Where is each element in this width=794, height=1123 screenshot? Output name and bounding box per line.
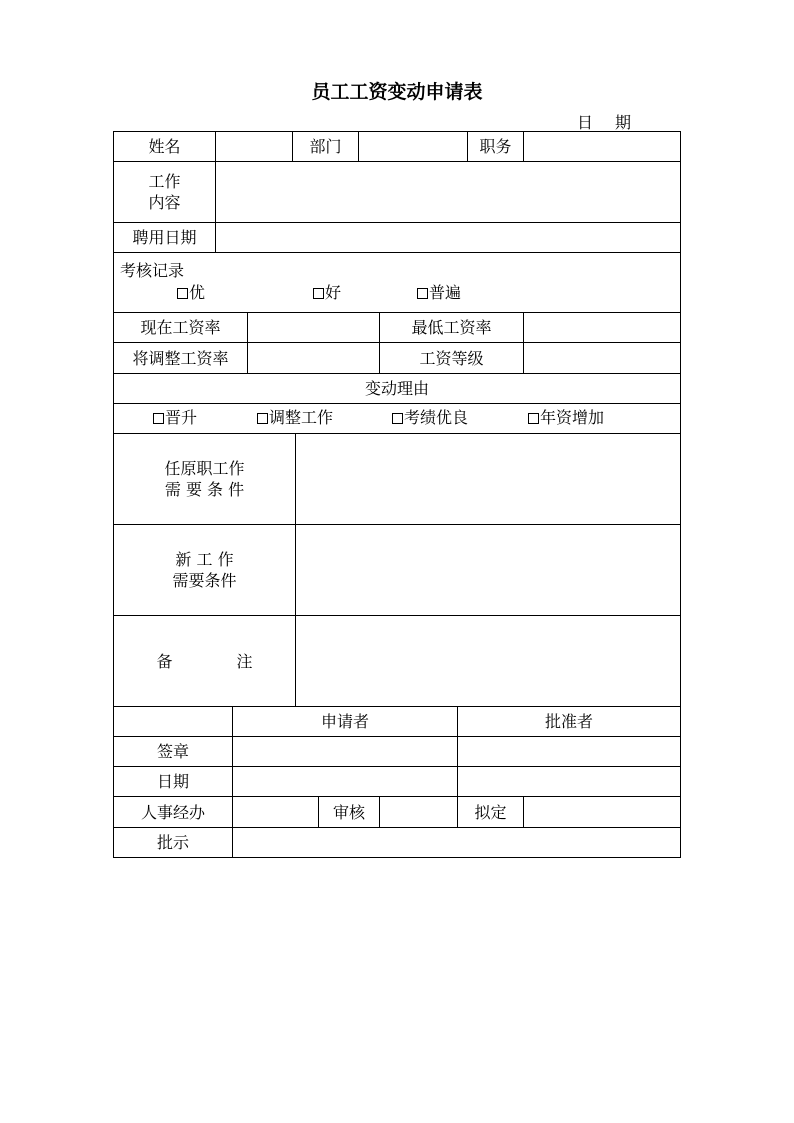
adjusted-rate-label: 将调整工资率 xyxy=(132,348,229,368)
salary-grade-field[interactable] xyxy=(523,343,680,373)
original-requirements-row xyxy=(113,434,681,525)
remarks-field[interactable] xyxy=(295,616,680,706)
approval-date-label: 日期 xyxy=(156,772,189,791)
assessment-row xyxy=(113,253,681,313)
current-rate-field[interactable] xyxy=(247,313,379,342)
applicant-signature-field[interactable] xyxy=(232,737,457,766)
position-label: 职务 xyxy=(467,132,523,161)
approver-signature-field[interactable] xyxy=(457,737,680,766)
name-label: 姓名 xyxy=(148,137,181,156)
new-requirements-row xyxy=(113,525,681,616)
new-requirements-line2: 需要条件 xyxy=(172,571,237,590)
checkbox-icon[interactable] xyxy=(153,413,164,424)
min-rate-field[interactable] xyxy=(523,313,680,342)
original-requirements-line2: 需 要 条 件 xyxy=(164,480,245,499)
assessment-label: 考核记录 xyxy=(120,261,185,280)
approval-date-row xyxy=(113,767,681,797)
remarks-label xyxy=(114,616,295,706)
date-label xyxy=(577,110,631,133)
hire-date-field[interactable] xyxy=(215,223,680,252)
reason-option-label: 调整工作 xyxy=(269,408,334,427)
date-label-day: 日 xyxy=(577,113,594,132)
min-rate-label: 最低工资率 xyxy=(379,313,523,342)
reason-option-job-change[interactable] xyxy=(257,408,333,428)
work-content-row xyxy=(113,162,681,223)
signature-label: 签章 xyxy=(156,742,189,761)
dept-label: 部门 xyxy=(292,132,358,161)
work-content-label-line2: 内容 xyxy=(148,193,181,212)
checkbox-icon[interactable] xyxy=(313,288,324,299)
reason-header-row xyxy=(113,374,681,404)
checkbox-icon[interactable] xyxy=(417,288,428,299)
hr-label: 人事经办 xyxy=(140,802,205,822)
name-field[interactable] xyxy=(215,132,292,161)
remarks-label-part1: 备 xyxy=(156,651,173,671)
dept-field[interactable] xyxy=(358,132,467,161)
assessment-option-average[interactable] xyxy=(417,283,461,303)
assessment-option-label: 好 xyxy=(325,283,342,302)
salary-row-2 xyxy=(113,343,681,374)
reason-options-row xyxy=(113,404,681,434)
approval-header-row xyxy=(113,707,681,737)
applicant-date-field[interactable] xyxy=(232,767,457,796)
review-field[interactable] xyxy=(379,797,457,827)
draft-field[interactable] xyxy=(523,797,680,827)
original-requirements-field[interactable] xyxy=(295,434,680,524)
hr-row xyxy=(113,797,681,828)
reason-option-label: 年资增加 xyxy=(540,408,605,427)
work-content-label-line1: 工作 xyxy=(148,172,181,191)
assessment-option-label: 优 xyxy=(189,283,206,302)
approval-corner-cell xyxy=(114,707,232,736)
review-label: 审核 xyxy=(318,797,379,827)
assessment-option-label: 普遍 xyxy=(429,283,462,302)
signature-row xyxy=(113,737,681,767)
position-field[interactable] xyxy=(523,132,680,161)
reason-option-label: 晋升 xyxy=(165,408,198,427)
instruction-row xyxy=(113,828,681,858)
basic-info-row xyxy=(113,131,681,162)
reason-option-promotion[interactable] xyxy=(153,408,197,428)
checkbox-icon[interactable] xyxy=(528,413,539,424)
remarks-row xyxy=(113,616,681,707)
work-content-label xyxy=(114,162,215,222)
original-requirements-line1: 任原职工作 xyxy=(164,459,245,478)
assessment-option-excellent[interactable] xyxy=(177,283,205,303)
reason-option-label: 考绩优良 xyxy=(404,408,469,427)
approver-label: 批准者 xyxy=(457,707,680,736)
form-title: 员工工资变动申请表 xyxy=(311,81,483,103)
new-requirements-label xyxy=(114,525,295,615)
reason-label: 变动理由 xyxy=(364,379,429,398)
checkbox-icon[interactable] xyxy=(257,413,268,424)
hire-date-label: 聘用日期 xyxy=(132,228,197,247)
adjusted-rate-field[interactable] xyxy=(247,343,379,373)
date-label-period: 期 xyxy=(615,113,632,132)
new-requirements-line1: 新 工 作 xyxy=(175,550,234,569)
draft-label: 拟定 xyxy=(457,797,523,827)
reason-option-performance[interactable] xyxy=(392,408,468,428)
approver-date-field[interactable] xyxy=(457,767,680,796)
new-requirements-field[interactable] xyxy=(295,525,680,615)
instruction-label: 批示 xyxy=(156,833,189,852)
hr-field[interactable] xyxy=(232,797,318,827)
remarks-label-part2: 注 xyxy=(236,651,253,671)
work-content-field[interactable] xyxy=(215,162,680,222)
instruction-field[interactable] xyxy=(232,828,680,857)
salary-row-1 xyxy=(113,313,681,343)
reason-option-seniority[interactable] xyxy=(528,408,604,428)
salary-grade-label: 工资等级 xyxy=(379,343,523,373)
assessment-option-good[interactable] xyxy=(313,283,341,303)
applicant-label: 申请者 xyxy=(232,707,457,736)
checkbox-icon[interactable] xyxy=(177,288,188,299)
current-rate-label: 现在工资率 xyxy=(140,318,221,337)
checkbox-icon[interactable] xyxy=(392,413,403,424)
original-requirements-label xyxy=(114,434,295,524)
hire-date-row xyxy=(113,223,681,253)
